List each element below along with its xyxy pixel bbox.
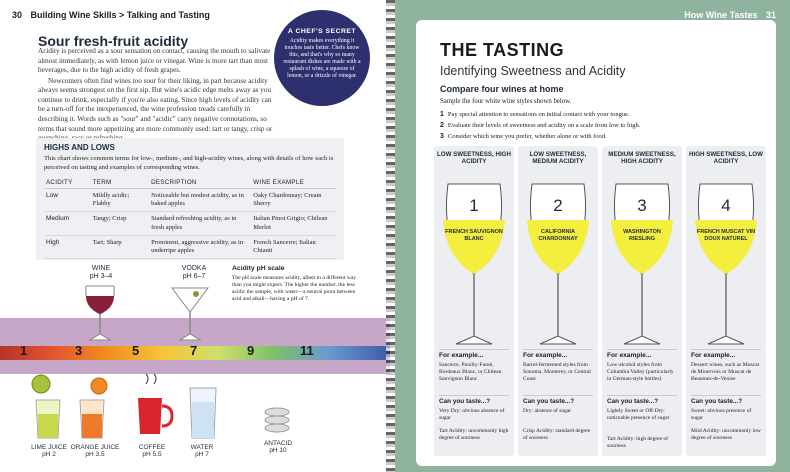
note-text: The pH scale measures acidity, albeit in a different way than you might expect. The higher the number, the less acidic the sample, with water—a neutral point between acid and alkali—having a pH of 7.: [232, 275, 357, 303]
taste-sweetness: Very Dry: obvious absence of sugar: [439, 408, 505, 421]
column-heading: LOW SWEETNESS, MEDIUM ACIDITY: [529, 151, 587, 166]
taste-heading: Can you taste...?: [607, 398, 659, 405]
martini-glass-icon: [168, 284, 212, 348]
ph-tick-label: 3: [75, 343, 83, 358]
example-text: Barrel-fermented styles from Sonoma, Monterey, or Central Coast: [523, 362, 591, 382]
tasting-panel: [416, 20, 776, 466]
example-heading: For example...: [439, 352, 484, 359]
tasting-title: THE TASTING: [440, 40, 565, 60]
tasting-subtitle: Identifying Sweetness and Acidity: [440, 64, 626, 78]
table-cell: Medium: [44, 212, 91, 235]
item-name: LIME JUICE: [31, 444, 67, 451]
taste-heading: Can you taste...?: [439, 398, 491, 405]
table-cell: Oaky Chardonnay; Cream Sherry: [251, 189, 336, 212]
list-item: [440, 132, 640, 143]
table-cell: Tart; Sharp: [91, 235, 149, 258]
glass-ph: pH 6–7: [182, 273, 206, 281]
table-cell: Low: [44, 189, 91, 212]
chefs-secret-callout: [274, 10, 370, 106]
step-text: Consider which wine you prefer, whether alone or with food.: [447, 132, 607, 140]
table-cell: Noticeable but modest acidity, as in baked apples: [149, 189, 251, 212]
taste-sweetness: Lightly Sweet or Off-Dry: noticeable presence of sugar: [607, 408, 670, 421]
box-heading: HIGHS AND LOWS: [44, 143, 115, 152]
table-cell: French Sancerre; Italian Chianti: [251, 235, 336, 258]
box-text: This chart shows common terms for low-, medium-, and high-acidity wines, along with details of how each is perceived on tasting and examples of corresponding wines.: [44, 155, 334, 171]
wine-glass-icon: [80, 284, 120, 348]
item-ph: pH 7: [195, 451, 209, 459]
column-heading: HIGH SWEETNESS, LOW ACIDITY: [689, 151, 763, 166]
example-heading: For example...: [691, 352, 736, 359]
taste-heading: Can you taste...?: [523, 398, 575, 405]
ph-tick-label: 7: [190, 343, 198, 358]
coffee-icon: [132, 378, 176, 442]
acidity-table: [44, 176, 336, 259]
taste-sweetness: Dry: absence of sugar: [523, 408, 572, 414]
water-glass-icon: [186, 378, 220, 442]
ph-tick-label: 11: [300, 343, 314, 358]
table-cell: Mildly acidic; Flabby: [91, 189, 149, 212]
callout-heading: A CHEF'S SECRET: [287, 28, 357, 35]
wine-column-3: [602, 146, 682, 456]
wine-name: FRENCH SAUVIGNON BLANC: [445, 229, 503, 242]
item-label: [182, 444, 222, 459]
paragraph: Acidity is perceived as a sour sensation on contact, causing the mouth to salivate almost immediately, as with lemon juice or vinegar. Wine is more tart than most beverages, due to the high acidity of fresh grapes.: [38, 47, 271, 75]
item-name: ORANGE JUICE: [70, 444, 120, 451]
wine-column-1: [434, 146, 514, 456]
table-cell: High: [44, 235, 91, 258]
right-page-number: 31: [765, 10, 776, 20]
right-running-head: [684, 10, 776, 20]
vodka-glass-label: [174, 265, 214, 281]
wine-name: CALIFORNIA CHARDONNAY: [538, 229, 578, 242]
item-name: ANTACID: [263, 440, 293, 447]
column-header: ACIDITY: [44, 176, 91, 189]
glass-name: WINE: [91, 265, 111, 272]
table-header-row: [44, 176, 336, 189]
step-text: Evaluate their levels of sweetness and acidity on a scale from low to high.: [447, 121, 641, 129]
wine-number: 4: [721, 196, 731, 215]
table-row: [44, 189, 336, 212]
table-cell: Tangy; Crisp: [91, 212, 149, 235]
example-text: Sancerre, Pouilly-Fumé, Bordeaux Blanc, or Chilean Sauvignon Blanc: [439, 362, 502, 382]
highs-and-lows-box: [36, 138, 344, 260]
left-page-number: 30: [12, 10, 23, 20]
divider: [607, 349, 677, 350]
breadcrumb: Building Wine Skills > Talking and Tasting: [30, 10, 210, 20]
item-label: [26, 444, 72, 459]
column-header: DESCRIPTION: [149, 176, 251, 189]
antacid-icon: [262, 400, 292, 440]
list-item: [440, 110, 640, 121]
wine-name: FRENCH MUSCAT VIN DOUX NATUREL: [696, 229, 756, 242]
ph-tick-label: 5: [132, 343, 140, 358]
wine-number: 3: [637, 196, 647, 215]
running-head-text: How Wine Tastes: [684, 10, 758, 20]
taste-sweetness: Sweet: obvious presence of sugar: [691, 408, 752, 421]
ph-tick-label: 1: [20, 343, 28, 358]
item-label: [132, 444, 172, 459]
paragraph: Newcomers often find wines too sour for their liking, in part because acidity always seems strongest on the first sip. But wine's acidic edge melts away as you continue to drink, especially if you're also eating. Since high levels of acidity can be a turn-off for the inexperienced, the wine profession treads carefully in describing it. Words such as "sour" and "acidic" carry negative connotations, so terms that sound more appetizing are more commonly used: tart or tangy, crisp or: [38, 76, 273, 133]
column-header: TERM: [91, 176, 149, 189]
table-cell: Italian Pinot Grigio; Chilean Merlot: [251, 212, 336, 235]
list-item: [440, 121, 640, 132]
glass-name: VODKA: [181, 265, 207, 272]
divider: [523, 395, 593, 396]
wine-column-4: [686, 146, 766, 456]
wine-number: 2: [553, 196, 563, 215]
item-ph: pH 3.5: [85, 451, 105, 459]
taste-heading: Can you taste...?: [691, 398, 743, 405]
column-heading: LOW SWEETNESS, HIGH ACIDITY: [437, 151, 511, 166]
ph-scale-note: [232, 265, 362, 303]
compare-heading: Compare four wines at home: [440, 84, 564, 94]
table-cell: Standard refreshing acidity, as in fresh apples: [149, 212, 251, 235]
taste-acidity: Tart Acidity: uncommonly high degree of sourness: [439, 428, 509, 441]
item-ph: pH 2: [42, 451, 56, 459]
example-text: Dessert wines, such as Muscat de Minervois or Muscat de Beaumes-de-Venise: [691, 362, 760, 382]
item-name: COFFEE: [138, 444, 166, 451]
wine-name: WASHINGTON RIESLING: [623, 229, 661, 242]
note-heading: Acidity pH scale: [232, 265, 285, 272]
wine-column-2: [518, 146, 598, 456]
section-title: Sour fresh-fruit acidity: [38, 33, 189, 49]
step-text: Pay special attention to sensations on initial contact with your tongue.: [447, 111, 630, 118]
glass-ph: pH 3–4: [89, 273, 113, 281]
divider: [691, 349, 761, 350]
example-heading: For example...: [523, 352, 568, 359]
left-running-head: [12, 10, 210, 20]
body-text: [38, 47, 278, 145]
taste-acidity: Tart Acidity: high degree of sourness: [607, 436, 669, 449]
wine-number: 1: [469, 196, 479, 215]
taste-acidity: Crisp Acidity: standard degree of sourness: [523, 428, 591, 441]
step-number: 1: [440, 111, 444, 118]
divider: [439, 349, 509, 350]
item-ph: pH 10: [269, 447, 287, 455]
step-number: 2: [440, 121, 444, 129]
table-cell: Prominent, aggressive acidity, as in underripe apples: [149, 235, 251, 258]
item-name: WATER: [190, 444, 214, 451]
divider: [439, 395, 509, 396]
ph-tick-label: 9: [247, 343, 255, 358]
table-row: [44, 235, 336, 258]
column-header: WINE EXAMPLE: [251, 176, 336, 189]
example-heading: For example...: [607, 352, 652, 359]
orange-juice-icon: [72, 372, 112, 442]
callout-text: Acidity makes everything it touches taste better. Chefs know this, and that's why so many restaurant dishes are made with a splash of wine, a squeeze of lemon, or a drizzle of vinegar.: [283, 38, 361, 79]
steps-list: [440, 110, 640, 143]
divider: [691, 395, 761, 396]
step-number: 3: [440, 132, 444, 140]
divider: [607, 395, 677, 396]
wine-glass-label: [84, 265, 118, 281]
divider: [523, 349, 593, 350]
item-label: [256, 440, 300, 455]
column-heading: MEDIUM SWEETNESS, HIGH ACIDITY: [608, 151, 676, 166]
intro-text: Sample the four white wine styles shown below.: [440, 98, 572, 105]
item-label: [70, 444, 120, 459]
item-ph: pH 5.5: [142, 451, 162, 459]
lime-juice-icon: [28, 372, 68, 442]
table-row: [44, 212, 336, 235]
taste-acidity: Mild Acidity: uncommonly low degree of sourness: [691, 428, 761, 441]
example-text: Low-alcohol styles from Columbia Valley (particularly in German-style bottles): [607, 362, 674, 382]
